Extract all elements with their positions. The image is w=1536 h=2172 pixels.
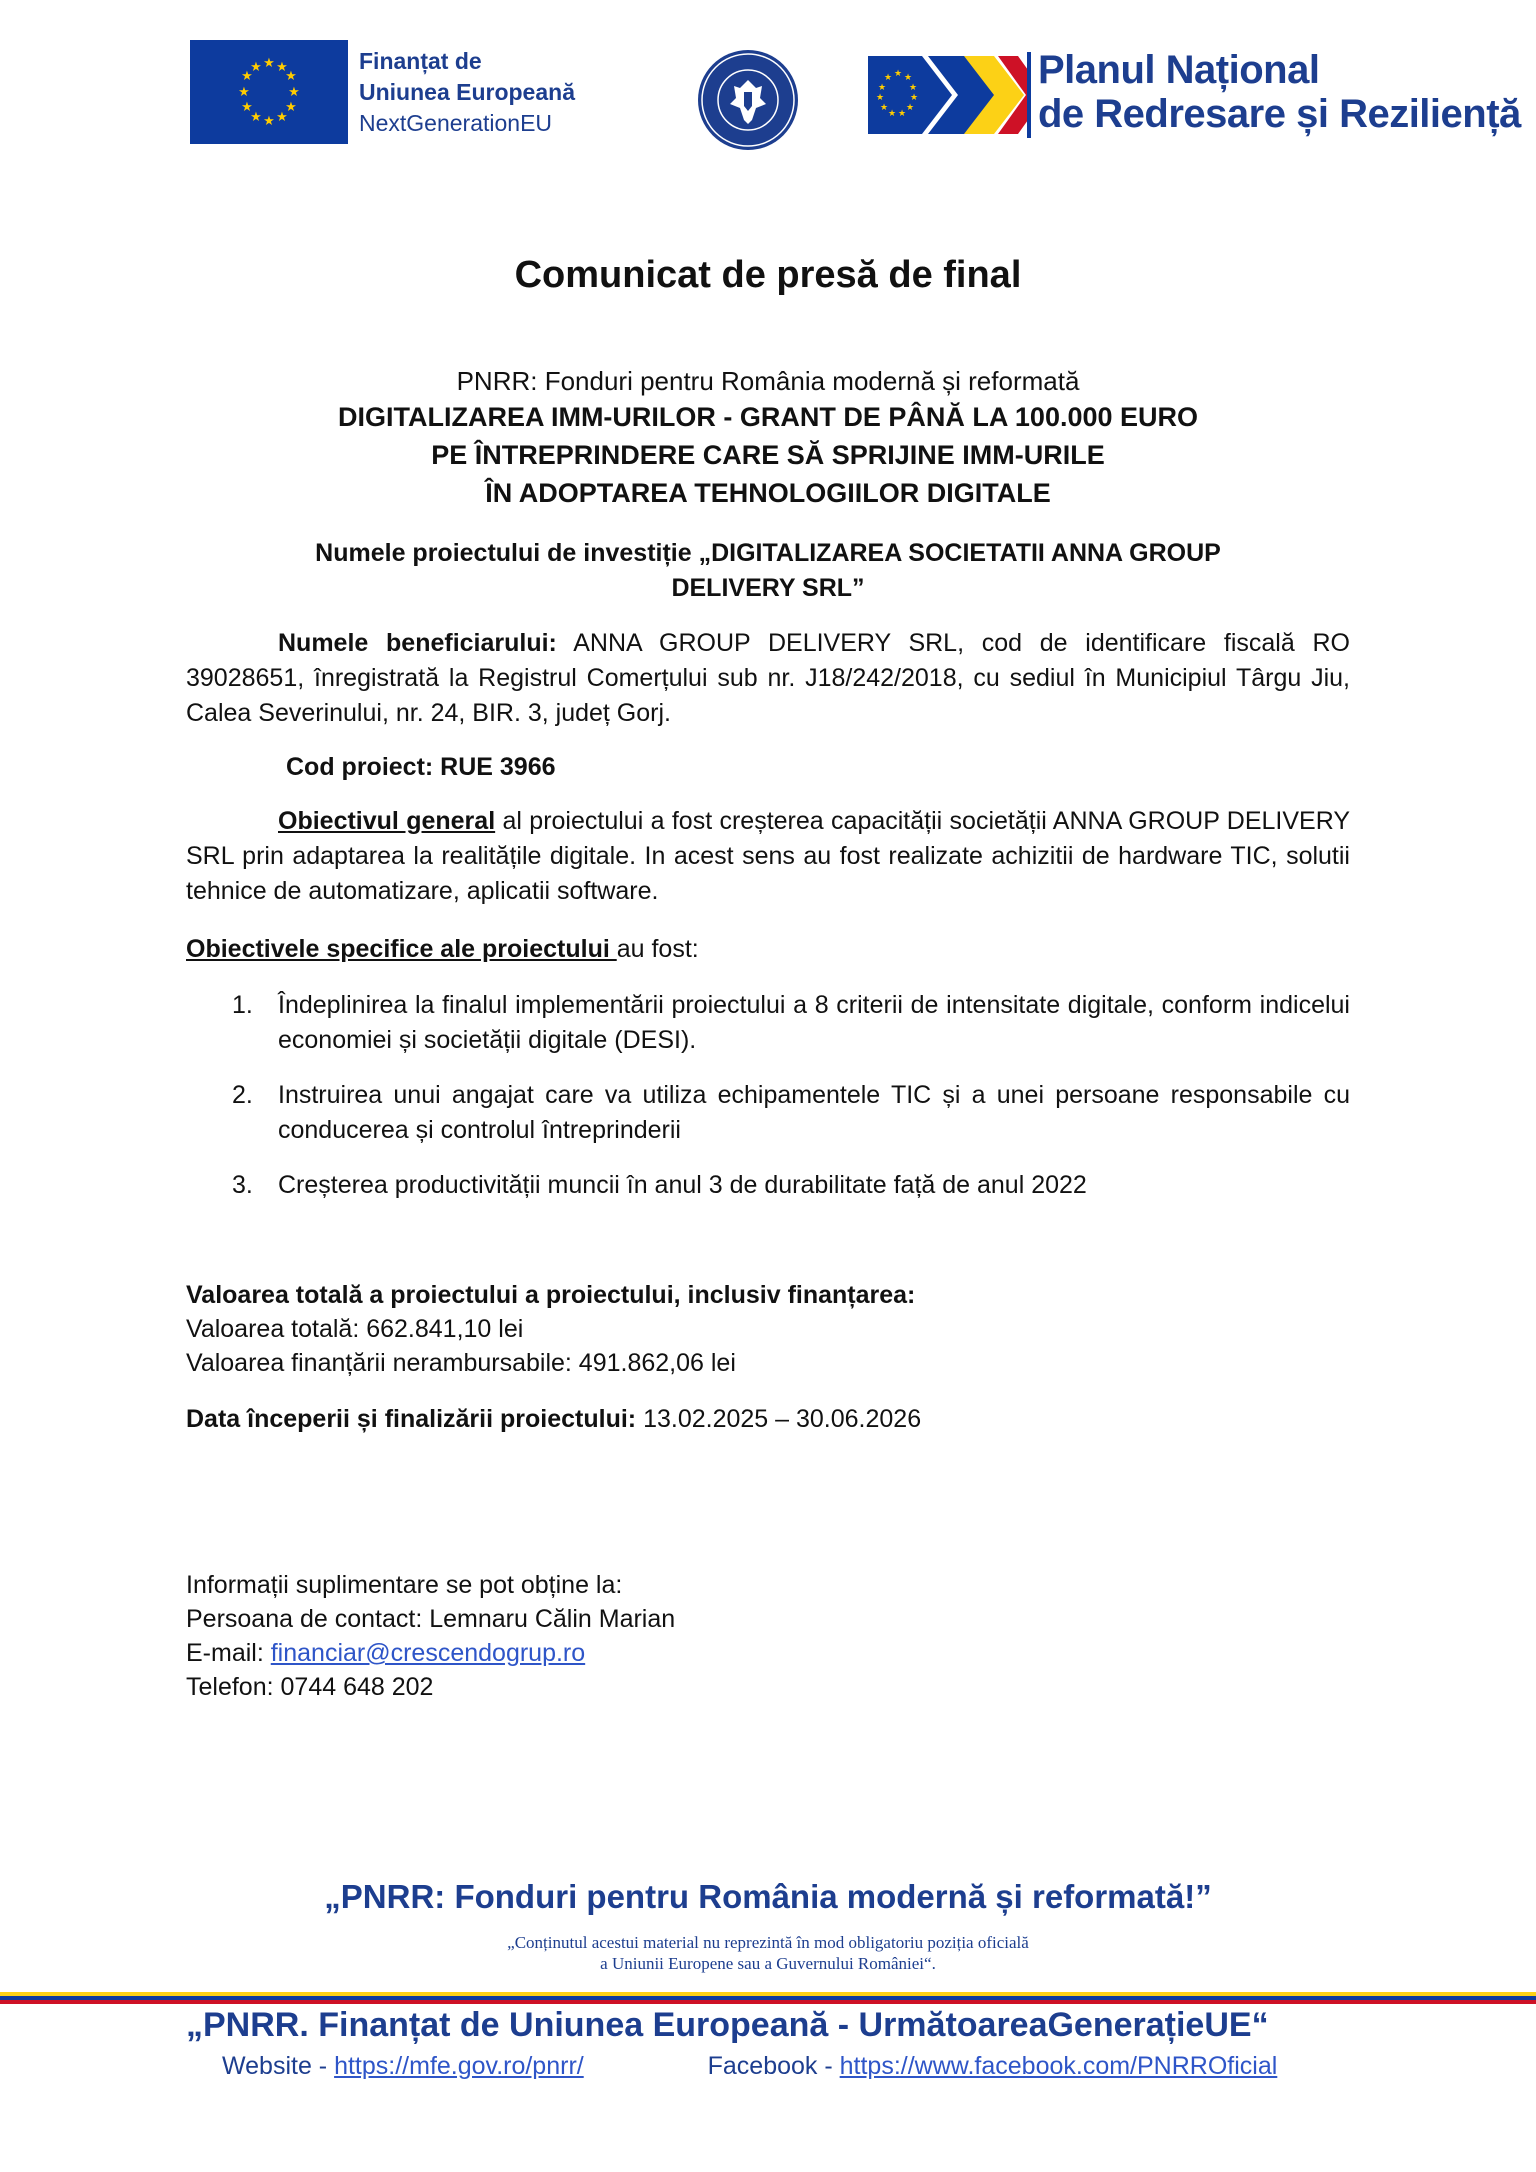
svg-text:★: ★ (903, 73, 913, 83)
website-link[interactable]: https://mfe.gov.ro/pnrr/ (334, 2052, 584, 2080)
beneficiary-paragraph (186, 626, 1350, 731)
svg-text:★: ★ (250, 60, 262, 75)
eu-line-1: Finanțat de (359, 48, 482, 74)
general-objective-label: Obiectivul general (278, 807, 496, 835)
email-link[interactable]: financiar@crescendogrup.ro (270, 1639, 586, 1667)
svg-text:★: ★ (887, 109, 897, 119)
list-text: Creșterea productivității muncii în anul 3 de durabilitate față de anul 2022 (278, 1171, 1087, 1199)
project-name (240, 536, 1296, 606)
eu-line-2: Uniunea Europeană (359, 79, 575, 105)
headline-line-2: PE ÎNTREPRINDERE CARE SĂ SPRIJINE IMM-URILE (431, 440, 1105, 470)
dates-value: 13.02.2025 – 30.06.2026 (636, 1405, 922, 1433)
footer-slogan: „PNRR: Fonduri pentru România modernă și reformată!” (324, 1878, 1212, 1915)
disclaimer-line-2: a Uniunii Europene sau a Guvernului României“. (600, 1954, 936, 1973)
project-name-line-2: DELIVERY SRL” (671, 574, 865, 602)
eu-funding-label (359, 46, 575, 139)
svg-text:★: ★ (877, 83, 887, 93)
svg-text:★: ★ (241, 69, 253, 84)
svg-text:★: ★ (893, 69, 903, 79)
svg-text:★: ★ (908, 83, 918, 93)
phone: Telefon: 0744 648 202 (186, 1673, 434, 1701)
subtitle: PNRR: Fonduri pentru România modernă și reformată (456, 366, 1080, 396)
general-objective-text: al proiectului a fost creșterea capacității societății ANNA GROUP DELIVERY SRL prin adaptarea la realitățile digitale. In acest sens au fost realizate achizitii de hardware TIC, solutii tehnice de automatizare, aplicatii software. (186, 807, 1350, 905)
pnrr-flag-logo (868, 50, 1028, 140)
list-number: 2. (232, 1081, 253, 1109)
divider-red (0, 2000, 1536, 2004)
list-item (232, 1078, 1350, 1148)
contact-person: Persoana de contact: Lemnaru Călin Marian (186, 1605, 676, 1633)
list-number: 3. (232, 1171, 253, 1199)
svg-text:★: ★ (909, 93, 919, 103)
general-objective-paragraph (186, 804, 1350, 909)
info-heading: Informații suplimentare se pot obține la: (186, 1571, 623, 1599)
svg-text:★: ★ (276, 110, 288, 125)
facebook-label: Facebook - (707, 2052, 840, 2080)
government-seal-logo (696, 48, 800, 152)
svg-text:★: ★ (285, 100, 297, 115)
headline (0, 398, 1536, 512)
email-label: E-mail: (186, 1639, 271, 1667)
pnrr-line-1: Planul Național (1038, 48, 1320, 92)
svg-text:★: ★ (285, 69, 297, 84)
specific-objectives-heading (186, 932, 1350, 967)
financed-by-label: „PNRR. Finanțat de Uniunea Europeană - UrmătoareaGenerațieUE“ (186, 2006, 1269, 2044)
headline-line-1: DIGITALIZAREA IMM-URILOR - GRANT DE PÂNĂ LA 100.000 EURO (337, 402, 1199, 432)
total-value: Valoarea totală: 662.841,10 lei (186, 1315, 524, 1343)
grant-value: Valoarea finanțării nerambursabile: 491.862,06 lei (186, 1349, 736, 1377)
svg-text:★: ★ (883, 73, 893, 83)
svg-text:★: ★ (238, 85, 250, 100)
svg-text:★: ★ (875, 93, 885, 103)
svg-text:★: ★ (263, 114, 275, 129)
specific-objectives-suffix: au fost: (616, 935, 699, 963)
footer-links (222, 2052, 1277, 2081)
list-text: Îndeplinirea la finalul implementării proiectului a 8 criterii de intensitate digitale, conform indicelui economiei și societății digitale (DESI). (278, 991, 1350, 1054)
list-item (232, 1168, 1350, 1203)
svg-text:★: ★ (288, 85, 300, 100)
disclaimer (0, 1932, 1536, 1974)
list-item (232, 988, 1350, 1058)
eu-stars-icon (190, 40, 348, 144)
eu-flag-logo (190, 40, 348, 144)
disclaimer-line-1: „Conținutul acestui material nu reprezintă în mod obligatoriu poziția oficială (507, 1933, 1029, 1952)
facebook-link[interactable]: https://www.facebook.com/PNRROficial (839, 2052, 1278, 2080)
eu-line-3: NextGenerationEU (359, 110, 553, 136)
svg-text:★: ★ (250, 110, 262, 125)
dates-label: Data începerii și finalizării proiectului: (186, 1405, 637, 1433)
svg-text:★: ★ (276, 60, 288, 75)
beneficiary-text: ANNA GROUP DELIVERY SRL, cod de identificare fiscală RO 39028651, înregistrată la Registrul Comerțului sub nr. J18/242/2018, cu sediul în Municipiul Târgu Jiu, Calea Severinului, nr. 24, BIR. 3, județ Gorj. (186, 629, 1350, 727)
svg-text:★: ★ (897, 109, 907, 119)
beneficiary-label: Numele beneficiarului: (278, 629, 557, 657)
website-label: Website - (222, 2052, 335, 2080)
email-row (186, 1636, 585, 1670)
svg-text:★: ★ (241, 100, 253, 115)
specific-objectives-label: Obiectivele specifice ale proiectului (186, 935, 617, 963)
project-dates (186, 1402, 921, 1436)
headline-line-3: ÎN ADOPTAREA TEHNOLOGIILOR DIGITALE (485, 478, 1051, 508)
svg-text:★: ★ (263, 56, 275, 71)
page-title: Comunicat de presă de final (514, 254, 1022, 296)
value-heading: Valoarea totală a proiectului a proiectului, inclusiv finanțarea: (186, 1281, 916, 1309)
list-text: Instruirea unui angajat care va utiliza echipamentele TIC și a unei persoane responsabile cu conducerea și controlul întreprinderii (278, 1081, 1350, 1144)
svg-text:★: ★ (905, 103, 915, 113)
project-code: Cod proiect: RUE 3966 (286, 753, 556, 781)
pnrr-line-2: de Redresare și Reziliență (1038, 92, 1521, 136)
project-name-line-1: Numele proiectului de investiție „DIGITALIZAREA SOCIETATII ANNA GROUP (315, 539, 1221, 567)
list-number: 1. (232, 991, 253, 1019)
pnrr-divider (1027, 52, 1031, 138)
pnrr-label (1038, 48, 1521, 136)
svg-text:★: ★ (879, 103, 889, 113)
